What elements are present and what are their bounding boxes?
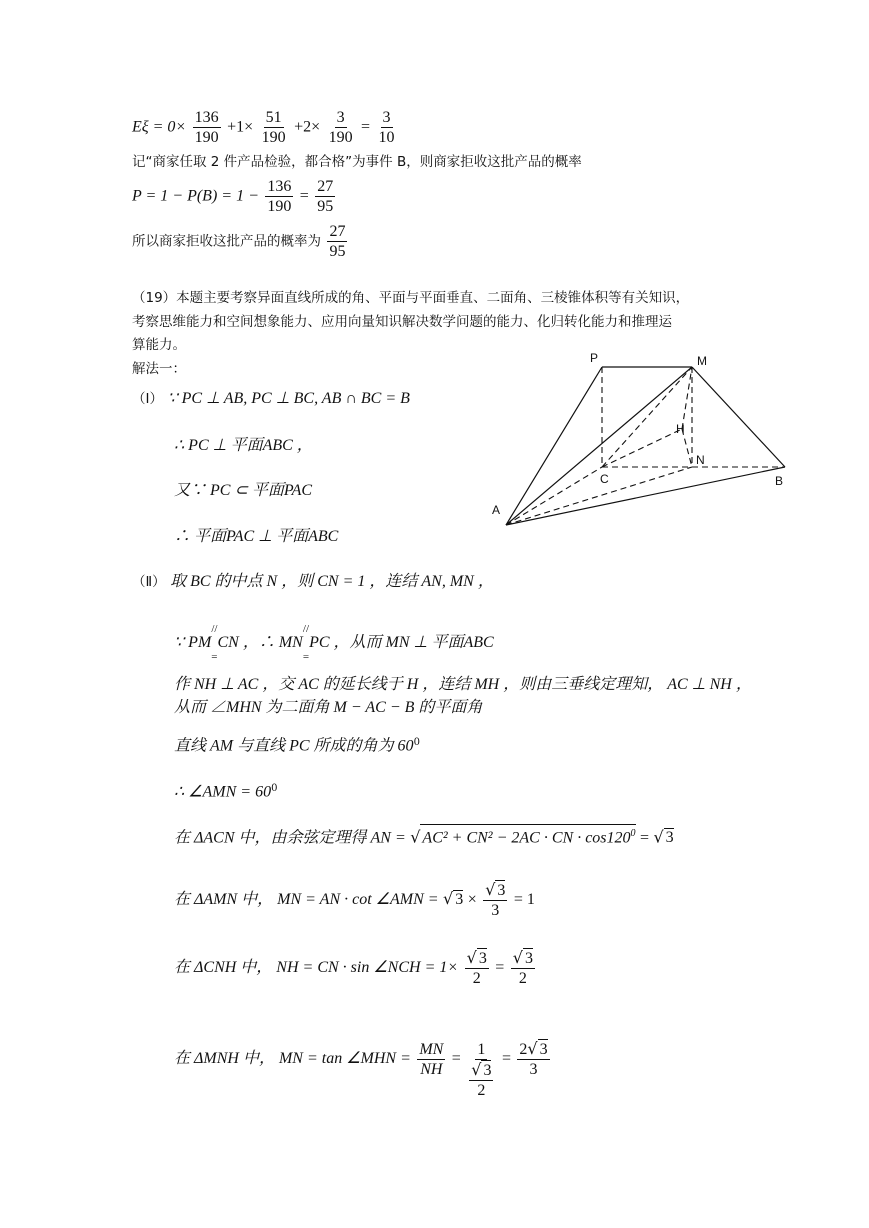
radicand: 3: [483, 1062, 492, 1079]
radicand: 3: [524, 950, 533, 967]
expectation-lhs: Eξ = 0×: [132, 118, 187, 136]
cnh-text: 在 ΔCNH 中， NH = CN · sin ∠NCH = 1×: [174, 959, 459, 976]
radicand: 3: [539, 1041, 548, 1058]
radical-sign: √: [443, 889, 454, 908]
edge-mb: [692, 367, 785, 467]
numerator: 2√ 3: [519, 1039, 548, 1058]
radical-sign: √: [653, 827, 664, 847]
probability-line: [132, 177, 337, 216]
numerator: MN: [419, 1040, 444, 1058]
fraction: [193, 108, 221, 147]
part-two-line-4: 从而 ∠MHN 为二面角 M − AC − B 的平面角: [174, 699, 483, 716]
probability-lhs: P = 1 − P(B) = 1 −: [132, 187, 259, 205]
operator: =: [451, 1050, 461, 1067]
fraction: [417, 1040, 445, 1079]
denominator: 10: [378, 129, 395, 146]
part-one-line-1: [132, 390, 410, 408]
degree-mark: 0: [630, 828, 636, 839]
part-two-line-6: [174, 780, 277, 802]
numerator: √ 3: [512, 948, 533, 967]
denominator: 190: [267, 198, 292, 215]
part-one-label: （Ⅰ）: [132, 391, 163, 407]
triangle-amn-line: [174, 880, 535, 920]
denominator: 190: [261, 129, 286, 146]
numerator: 51: [265, 109, 282, 126]
edge-ac: [506, 467, 602, 525]
numerator: 3: [382, 109, 391, 126]
part-two-line-2: [174, 624, 494, 662]
triangle-mnh-line: [174, 1018, 552, 1100]
denominator: 3: [529, 1061, 538, 1078]
numerator: 27: [329, 223, 346, 240]
edge-cm: [602, 367, 692, 467]
operator: =: [299, 187, 309, 205]
numerator: 136: [267, 178, 292, 195]
part-two-label: （Ⅱ）: [132, 574, 166, 590]
equal-mark: =: [302, 651, 310, 663]
part-one-statement: ∵ PC ⊥ AB, PC ⊥ BC, AB ∩ BC = B: [167, 390, 410, 407]
pm-expr: ∵ PM: [174, 634, 212, 651]
label-a: A: [492, 503, 501, 517]
label-p: P: [590, 351, 599, 365]
part-one-line-2: ∴ PC ⊥ 平面ABC ，: [174, 437, 313, 454]
acn-text: 在 ΔACN 中，由余弦定理得 AN =: [174, 829, 406, 847]
numerator: 1: [477, 1041, 486, 1058]
part-one-line-4: ∴ 平面PAC ⊥ 平面ABC: [174, 528, 339, 545]
label-b: B: [775, 474, 784, 488]
angle-amn: ∴ ∠AMN = 60: [174, 783, 272, 801]
fraction: [377, 108, 397, 147]
operator: =: [501, 1050, 511, 1067]
label-n: N: [696, 453, 705, 467]
denominator: [467, 1060, 495, 1100]
q19-intro-2: 考察思维能力和空间想象能力、应用向量知识解决数学问题的能力、化归转化能力和推理运: [132, 314, 672, 330]
operator: +1×: [227, 118, 254, 136]
numerator: 27: [317, 178, 334, 195]
expectation-line: [132, 108, 399, 147]
radicand: 3: [665, 829, 674, 847]
radicand: [420, 824, 635, 847]
edge-ab: [506, 467, 785, 525]
radicand: 3: [497, 882, 506, 899]
numerator: √ 3: [466, 948, 487, 967]
fraction: [315, 177, 335, 216]
edge-ch: [602, 429, 682, 467]
pyramid-figure: [490, 345, 800, 535]
parallel-mark: //: [302, 623, 310, 635]
edge-an: [506, 467, 692, 525]
numerator: √ 3: [471, 1060, 492, 1079]
radicand-text: AC² + CN² − 2AC · CN · cos120: [422, 829, 631, 847]
part-two-line-3: 作 NH ⊥ AC ，交 AC 的延长线于 H ，连结 MH ，则由三垂线定理知， AC ⊥ NH ，: [174, 676, 752, 693]
radicand: 3: [455, 891, 464, 908]
part-two-statement: 取 BC 的中点 N ，则 CN = 1 ，连结 AN, MN ，: [170, 573, 494, 590]
event-b-text: 记“商家任取 2 件产品检验，都合格”为事件 B，则商家拒收这批产品的概率: [132, 154, 582, 170]
parallel-mark: //: [211, 623, 218, 635]
radicand: 3: [478, 950, 487, 967]
edge-pa: [506, 367, 602, 525]
operator: +2×: [294, 118, 321, 136]
denominator: NH: [420, 1060, 443, 1078]
fraction: [327, 108, 355, 147]
label-c: C: [600, 472, 609, 486]
part-two-line-5: [174, 734, 420, 756]
compound-fraction: [467, 1040, 495, 1100]
fraction: [483, 880, 507, 920]
numerator: √ 3: [485, 880, 506, 899]
conclusion-text: 所以商家拒收这批产品的概率为: [132, 233, 321, 250]
denominator: 3: [491, 902, 500, 919]
q19-intro-1: （19）本题主要考察异面直线所成的角、平面与平面垂直、二面角、三棱锥体积等有关知识，: [132, 290, 690, 306]
degree-mark: 0: [271, 783, 278, 794]
fraction: [465, 948, 489, 988]
coefficient: 2: [519, 1041, 528, 1058]
degree-mark: 0: [413, 737, 420, 748]
pc-expr: PC ，从而 MN ⊥ 平面ABC: [309, 634, 494, 651]
fraction: [511, 948, 535, 988]
fraction: [327, 222, 347, 261]
triangle-acn-line: [174, 824, 674, 847]
fraction: [265, 177, 293, 216]
operator: =: [361, 118, 371, 136]
label-h: H: [676, 422, 685, 436]
denominator: 190: [194, 129, 219, 146]
label-m: M: [697, 354, 707, 368]
operator: =: [495, 959, 505, 976]
denominator: 2: [472, 970, 481, 987]
method-one-heading: 解法一：: [132, 361, 186, 377]
denominator: 2: [518, 970, 527, 987]
angle-statement: 直线 AM 与直线 PC 所成的角为 60: [174, 737, 414, 755]
operator: ×: [467, 891, 477, 908]
operator: = 1: [513, 891, 535, 908]
fraction: [260, 108, 288, 147]
operator: =: [639, 829, 649, 847]
q19-intro-3: 算能力。: [132, 337, 186, 353]
numerator: 136: [194, 109, 219, 126]
denominator: 95: [317, 198, 334, 215]
amn-text: 在 ΔAMN 中， MN = AN · cot ∠AMN =: [174, 891, 439, 908]
part-two-line-1: [132, 573, 494, 591]
part-one-line-3: 又∵ PC ⊂ 平面PAC: [174, 482, 313, 499]
edge-am: [506, 367, 692, 525]
equal-mark: =: [211, 651, 218, 663]
conclusion-line: [132, 222, 349, 261]
numerator: 3: [336, 109, 345, 126]
denominator: 190: [328, 129, 353, 146]
fraction: [517, 1039, 549, 1079]
mn-expr: CN ，∴ MN: [217, 634, 303, 651]
denominator: 95: [329, 243, 346, 260]
triangle-cnh-line: [174, 948, 537, 988]
radical-sign: √: [410, 827, 421, 847]
mnh-text: 在 ΔMNH 中， MN = tan ∠MHN =: [174, 1050, 411, 1067]
denominator: 2: [477, 1082, 486, 1099]
inner-fraction: [469, 1060, 493, 1100]
